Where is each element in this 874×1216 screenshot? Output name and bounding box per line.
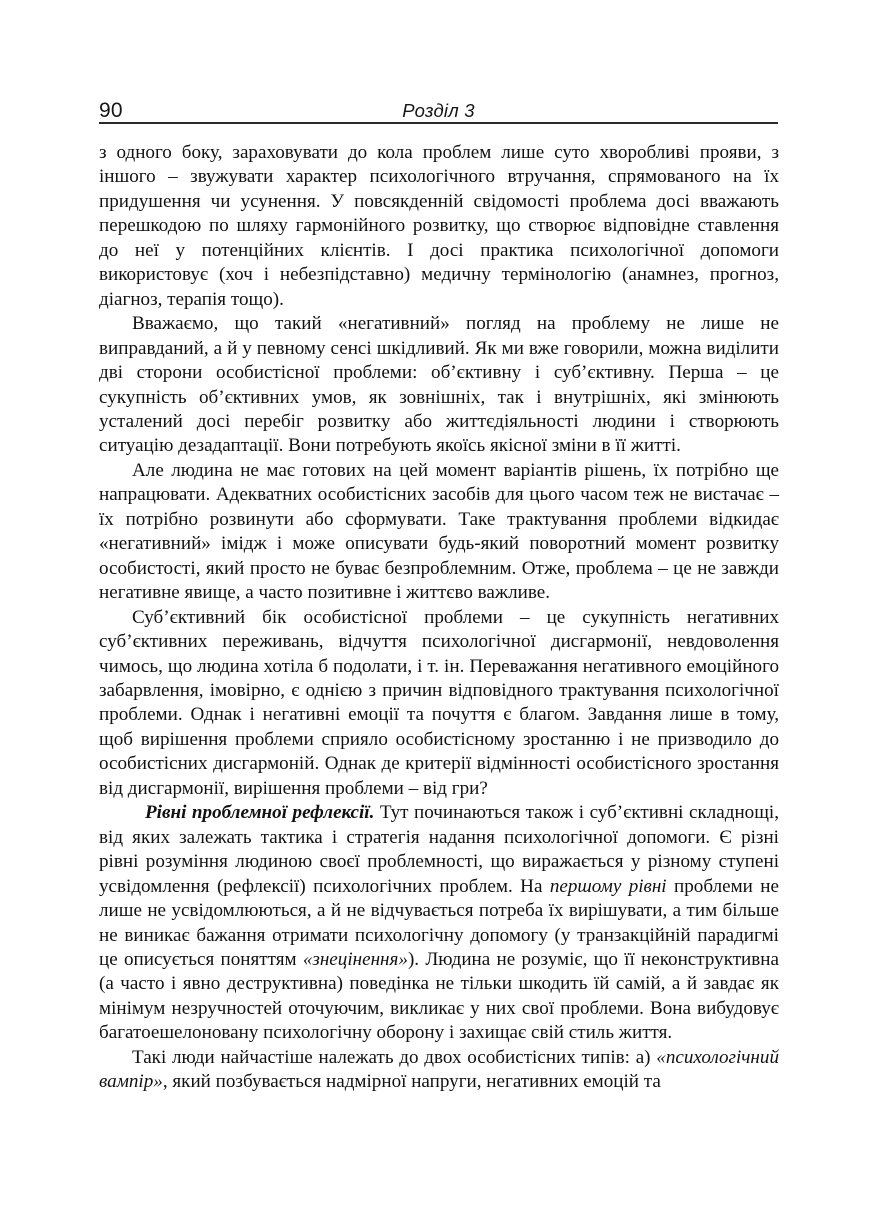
text-run: Тут починаються також і суб’єктивні складнощі, від яких залежать тактика і стратегія надання психологічної допомоги. Є різні рівні розуміння людиною своєї проблемності, що виражається у різному ступені усвідомлення (рефлексії) психологічних проблем. На bbox=[99, 802, 780, 897]
page-number: 90 bbox=[99, 99, 123, 122]
text-run: , який позбувається надмірної напруги, негативних емоцій та bbox=[162, 1071, 661, 1093]
text-run: Такі люди найчастіше належать до двох особистісних типів: а) bbox=[132, 1046, 657, 1068]
paragraph bbox=[99, 606, 779, 802]
text-run: з одного боку, зараховувати до кола проблем лише суто хворобливі прояви, з іншого – звужувати характер психологічного втручання, спрямованого на їх придушення чи усунення. У повсякденній свідомості проблема досі вважають перешкодою по шляху гармонійного розвитку, що створює відповідне ставлення до неї у потенційних клієнтів. І досі практика психологічної допомоги використовує (хоч і небезпідставно) медичну термінологію (анамнез, прогноз, діагноз, терапія тощо). bbox=[99, 142, 779, 310]
header-divider-rule bbox=[99, 122, 778, 124]
text-run: проблеми не лише не усвідомлюються, а й не відчувається потреба їх вирішувати, а тим більше не виникає бажання отримати психологічну допомогу (у транзакційній парадигмі це описується поняттям bbox=[99, 875, 779, 970]
paragraph bbox=[99, 1046, 779, 1095]
text-run: Суб’єктивний бік особистісної проблеми – це сукупність негативних суб’єктивних переживань, відчуття психологічної дисгармонії, невдоволення чимось, що людина хотіла б подолати, і т. ін. Переважання негативного емоційного забарвлення, імовірно, є однією з причин відповідного трактування психологічної проблеми. Однак і негативні емоції та почуття є благом. Завдання лише в тому, щоб вирішення проблеми сприяло особистісному зростанню і не призводило до особистісних дисгармоній. Однак де критерії відмінності особистісного зростання від дисгармонії, вирішення проблеми – від гри? bbox=[99, 606, 779, 799]
italic-emphasis: «психологічний вампір» bbox=[99, 1046, 779, 1093]
text-run: Але людина не має готових на цей момент варіантів рішень, їх потрібно ще напрацювати. Адекватних особистісних засобів для цього часом теж не вистачає – їх потрібно розвинути або сформувати. Таке трактування проблеми відкидає «негативний» імідж і може описувати будь-який поворотний момент розвитку особистості, який просто не буває безпроблемним. Отже, проблема – це не завжди негативне явище, а часто позитивне і життєво важливе. bbox=[99, 459, 779, 604]
paragraph bbox=[99, 141, 779, 312]
paragraph bbox=[99, 312, 779, 459]
italic-emphasis: «знецінення» bbox=[302, 948, 408, 970]
text-run: ). Людина не розуміє, що її неконструктивна (а часто і явно деструктивна) поведінка не тільки шкодить їй самій, а й завдає як мінімум незручностей оточуючим, викликає у них свої проблеми. Вона вибудовує багатоешелоновану психологічну оборону і захищає свій стиль життя. bbox=[99, 948, 779, 1044]
run-in-heading: Рівні проблемної рефлексії. bbox=[145, 802, 375, 824]
chapter-running-title: Розділ 3 bbox=[402, 100, 475, 121]
text-run: Вважаємо, що такий «негативний» погляд на проблему не лише не виправданий, а й у певному сенсі шкідливий. Як ми вже говорили, можна виділити дві сторони особистісної проблеми: об’єктивну і суб’єктивну. Перша – це сукупність об’єктивних умов, як зовнішніх, так і внутрішніх, які змінюють усталений досі перебіг розвитку або життєдіяльності людини і створюють ситуацію дезадаптації. Вони потребують якоїсь якісної зміни в її житті. bbox=[99, 313, 779, 457]
body-text-block bbox=[99, 141, 779, 1095]
paragraph bbox=[99, 459, 779, 606]
paragraph bbox=[99, 801, 779, 1046]
running-head bbox=[99, 92, 778, 122]
italic-emphasis: першому рівні bbox=[549, 875, 667, 897]
